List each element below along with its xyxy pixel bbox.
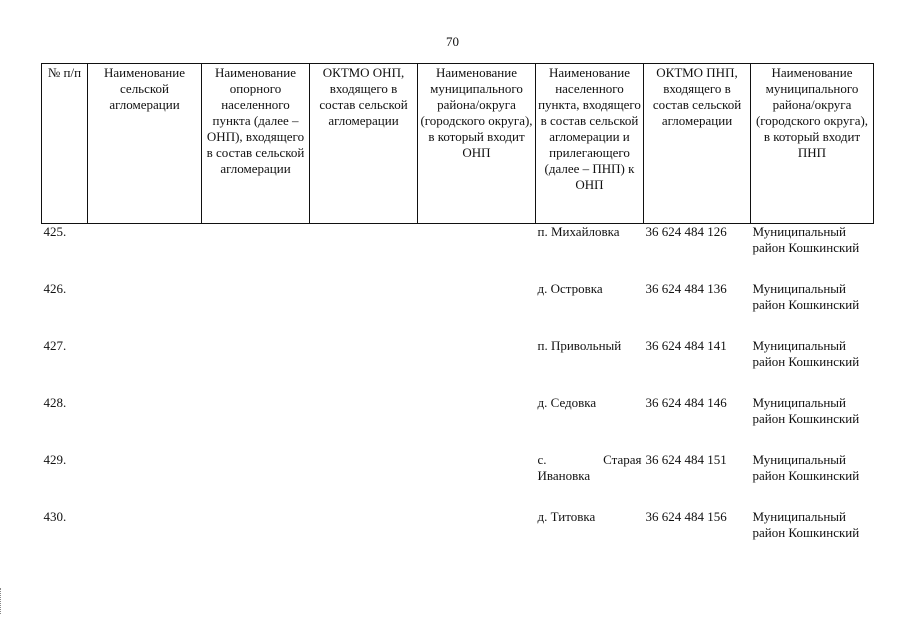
pnp-name-cell: д. Островка — [537, 281, 603, 296]
pnp-district-cell: Муниципальный район Кошкинский — [752, 395, 860, 426]
pnp-oktmo-cell: 36 624 484 136 — [645, 281, 727, 296]
row-number: 428. — [43, 395, 67, 410]
onp-oktmo-cell — [310, 452, 418, 509]
column-header-pnp-oktmo: ОКТМО ПНП, входящего в состав сельской агломерации — [644, 64, 751, 224]
pnp-oktmo-cell: 36 624 484 156 — [645, 509, 727, 524]
column-header-onp-oktmo: ОКТМО ОНП, входящего в состав сельской агломерации — [310, 64, 418, 224]
table-row — [42, 509, 874, 566]
pnp-name-cell: с. Старая Ивановка — [537, 452, 642, 483]
onp-name-cell — [202, 224, 310, 282]
row-number: 425. — [43, 224, 67, 239]
table-header-row — [42, 64, 874, 224]
onp-district-cell — [418, 338, 536, 395]
pnp-oktmo-cell: 36 624 484 141 — [645, 338, 727, 353]
onp-name-cell — [202, 281, 310, 338]
onp-oktmo-cell — [310, 224, 418, 282]
table-row — [42, 452, 874, 509]
page-number: 70 — [446, 34, 459, 49]
pnp-name-cell: п. Михайловка — [537, 224, 620, 239]
pnp-oktmo-cell: 36 624 484 126 — [645, 224, 727, 239]
column-header-number: № п/п — [42, 64, 88, 224]
table-row — [42, 395, 874, 452]
pnp-name-cell: д. Титовка — [537, 509, 596, 524]
onp-district-cell — [418, 452, 536, 509]
table-row — [42, 224, 874, 282]
agglomeration-cell — [88, 509, 202, 566]
row-number: 426. — [43, 281, 67, 296]
onp-name-cell — [202, 338, 310, 395]
pnp-district-cell: Муниципальный район Кошкинский — [752, 281, 860, 312]
onp-district-cell — [418, 281, 536, 338]
agglomeration-table — [41, 63, 874, 566]
pnp-district-cell: Муниципальный район Кошкинский — [752, 452, 860, 483]
onp-oktmo-cell — [310, 281, 418, 338]
row-number: 427. — [43, 338, 67, 353]
scan-edge-mark — [0, 588, 4, 614]
agglomeration-cell — [88, 224, 202, 282]
onp-district-cell — [418, 395, 536, 452]
row-number: 429. — [43, 452, 67, 467]
column-header-pnp-district: Наименование муниципального района/округа (городского округа), в который входит ПНП — [751, 64, 874, 224]
agglomeration-cell — [88, 281, 202, 338]
onp-name-cell — [202, 452, 310, 509]
table-row — [42, 281, 874, 338]
agglomeration-cell — [88, 395, 202, 452]
column-header-onp-name: Наименование опорного населенного пункта (далее – ОНП), входящего в состав сельской агломерации — [202, 64, 310, 224]
table-row — [42, 338, 874, 395]
column-header-agglomeration: Наименование сельской агломерации — [88, 64, 202, 224]
onp-district-cell — [418, 224, 536, 282]
pnp-district-cell: Муниципальный район Кошкинский — [752, 224, 860, 255]
onp-name-cell — [202, 395, 310, 452]
pnp-oktmo-cell: 36 624 484 146 — [645, 395, 727, 410]
row-number: 430. — [43, 509, 67, 524]
column-header-onp-district: Наименование муниципального района/округа (городского округа), в который входит ОНП — [418, 64, 536, 224]
column-header-pnp-name: Наименование населенного пункта, входящего в состав сельской агломерации и прилегающего (далее – ПНП) к ОНП — [536, 64, 644, 224]
onp-name-cell — [202, 509, 310, 566]
pnp-name-cell: п. Привольный — [537, 338, 622, 353]
onp-oktmo-cell — [310, 509, 418, 566]
pnp-district-cell: Муниципальный район Кошкинский — [752, 338, 860, 369]
pnp-name-cell: д. Седовка — [537, 395, 597, 410]
onp-district-cell — [418, 509, 536, 566]
agglomeration-cell — [88, 452, 202, 509]
pnp-oktmo-cell: 36 624 484 151 — [645, 452, 727, 467]
onp-oktmo-cell — [310, 395, 418, 452]
onp-oktmo-cell — [310, 338, 418, 395]
pnp-district-cell: Муниципальный район Кошкинский — [752, 509, 860, 540]
agglomeration-cell — [88, 338, 202, 395]
